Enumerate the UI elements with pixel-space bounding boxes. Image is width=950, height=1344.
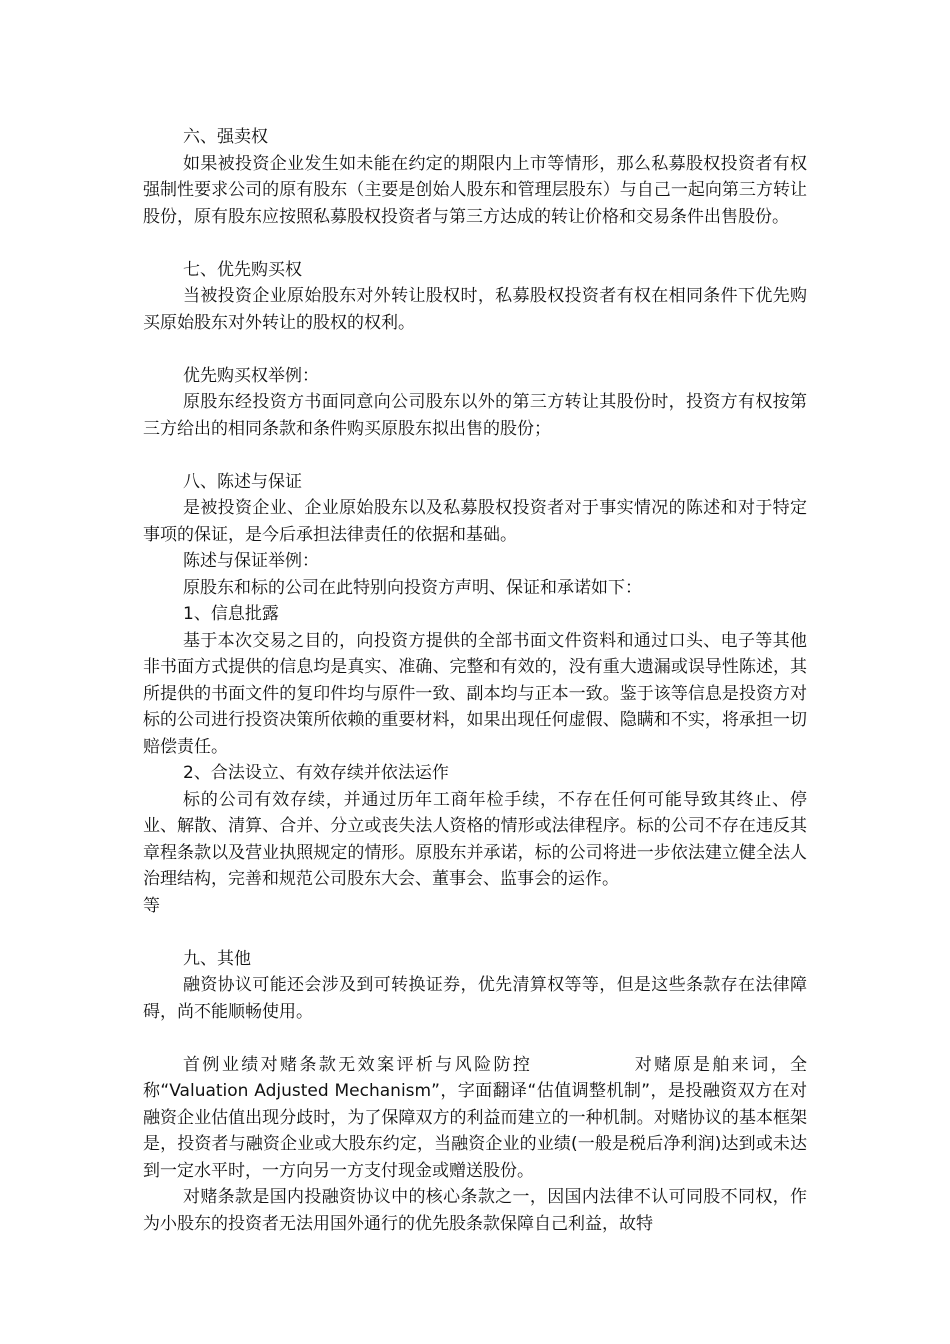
blank-line — [143, 1025, 807, 1052]
blank-line — [143, 919, 807, 946]
section-8-body: 是被投资企业、企业原始股东以及私募股权投资者对于事实情况的陈述和对于特定事项的保证，是今后承担法律责任的依据和基础。 — [143, 498, 807, 545]
section-6-body: 如果被投资企业发生如未能在约定的期限内上市等情形，那么私募股权投资者有权强制性要求公司的原有股东（主要是创始人股东和管理层股东）与自己一起向第三方转让股份，原有股东应按照私募股权投资者与第三方达成的转让价格和交易条件出售股份。 — [143, 153, 807, 227]
section-6-heading: 六、强卖权 — [183, 127, 268, 147]
section-8-item-2-body: 标的公司有效存续，并通过历年工商年检手续，不存在任何可能导致其终止、停业、解散、清算、合并、分立或丧失法人资格的情形或法律程序。标的公司不存在违反其章程条款以及营业执照规定的情形。原股东并承诺，标的公司将进一步依法建立健全法人治理结构，完善和规范公司股东大会、董事会、监事会的运作。 — [143, 789, 807, 889]
section-7-body: 当被投资企业原始股东对外转让股权时，私募股权投资者有权在相同条件下优先购买原始股东对外转让的股权的权利。 — [143, 286, 807, 333]
section-7-example-heading: 优先购买权举例： — [183, 365, 319, 386]
section-8-item-2-heading: 2、合法设立、有效存续并依法运作 — [183, 763, 449, 783]
section-8-example-intro: 原股东和标的公司在此特别向投资方声明、保证和承诺如下： — [183, 577, 642, 598]
section-8-example-heading: 陈述与保证举例： — [183, 551, 319, 571]
blank-line — [143, 336, 807, 363]
section-8-heading: 八、陈述与保证 — [183, 471, 302, 492]
article-paragraph-1: 对赌原是舶来词，全称“Valuation Adjusted Mechanism”，字面翻译“估值调整机制”，是投融资双方在对融资企业估值出现分歧时，为了保障双方的利益而建立的一种机制。对赌协议的基本框架是，投资者与融资企业或大股东约定，当融资企业的业绩(一般是税后净利润)达到或未达到一定水平时，一方向另一方支付现金或赠送股份。 — [143, 1054, 808, 1181]
document-page — [143, 124, 807, 1237]
section-9-body: 融资协议可能还会涉及到可转换证券，优先清算权等等，但是这些条款存在法律障碍，尚不能顺畅使用。 — [143, 975, 807, 1022]
blank-line — [143, 442, 807, 469]
blank-line — [143, 230, 807, 257]
article-first-paragraph — [143, 1052, 807, 1185]
section-8-item-1-body: 基于本次交易之目的，向投资方提供的全部书面文件资料和通过口头、电子等其他非书面方式提供的信息均是真实、准确、完整和有效的，没有重大遗漏或误导性陈述，其所提供的书面文件的复印件均与原件一致、副本均与正本一致。鉴于该等信息是投资方对标的公司进行投资决策所依赖的重要材料，如果出现任何虚假、隐瞒和不实，将承担一切赔偿责任。 — [143, 630, 807, 757]
section-7-example-body: 原股东经投资方书面同意向公司股东以外的第三方转让其股份时，投资方有权按第三方给出的相同条款和条件购买原股东拟出售的股份； — [143, 392, 807, 439]
section-8-item-1-heading: 1、信息批露 — [183, 604, 279, 624]
article-title: 首例业绩对赌条款无效案评析与风险防控 — [183, 1054, 533, 1075]
article-paragraph-2: 对赌条款是国内投融资协议中的核心条款之一，因国内法律不认可同股不同权，作为小股东的投资者无法用国外通行的优先股条款保障自己利益，故特 — [143, 1187, 807, 1234]
section-8-etc: 等 — [143, 895, 160, 916]
section-7-heading: 七、优先购买权 — [183, 259, 302, 280]
section-9-heading: 九、其他 — [183, 948, 251, 969]
